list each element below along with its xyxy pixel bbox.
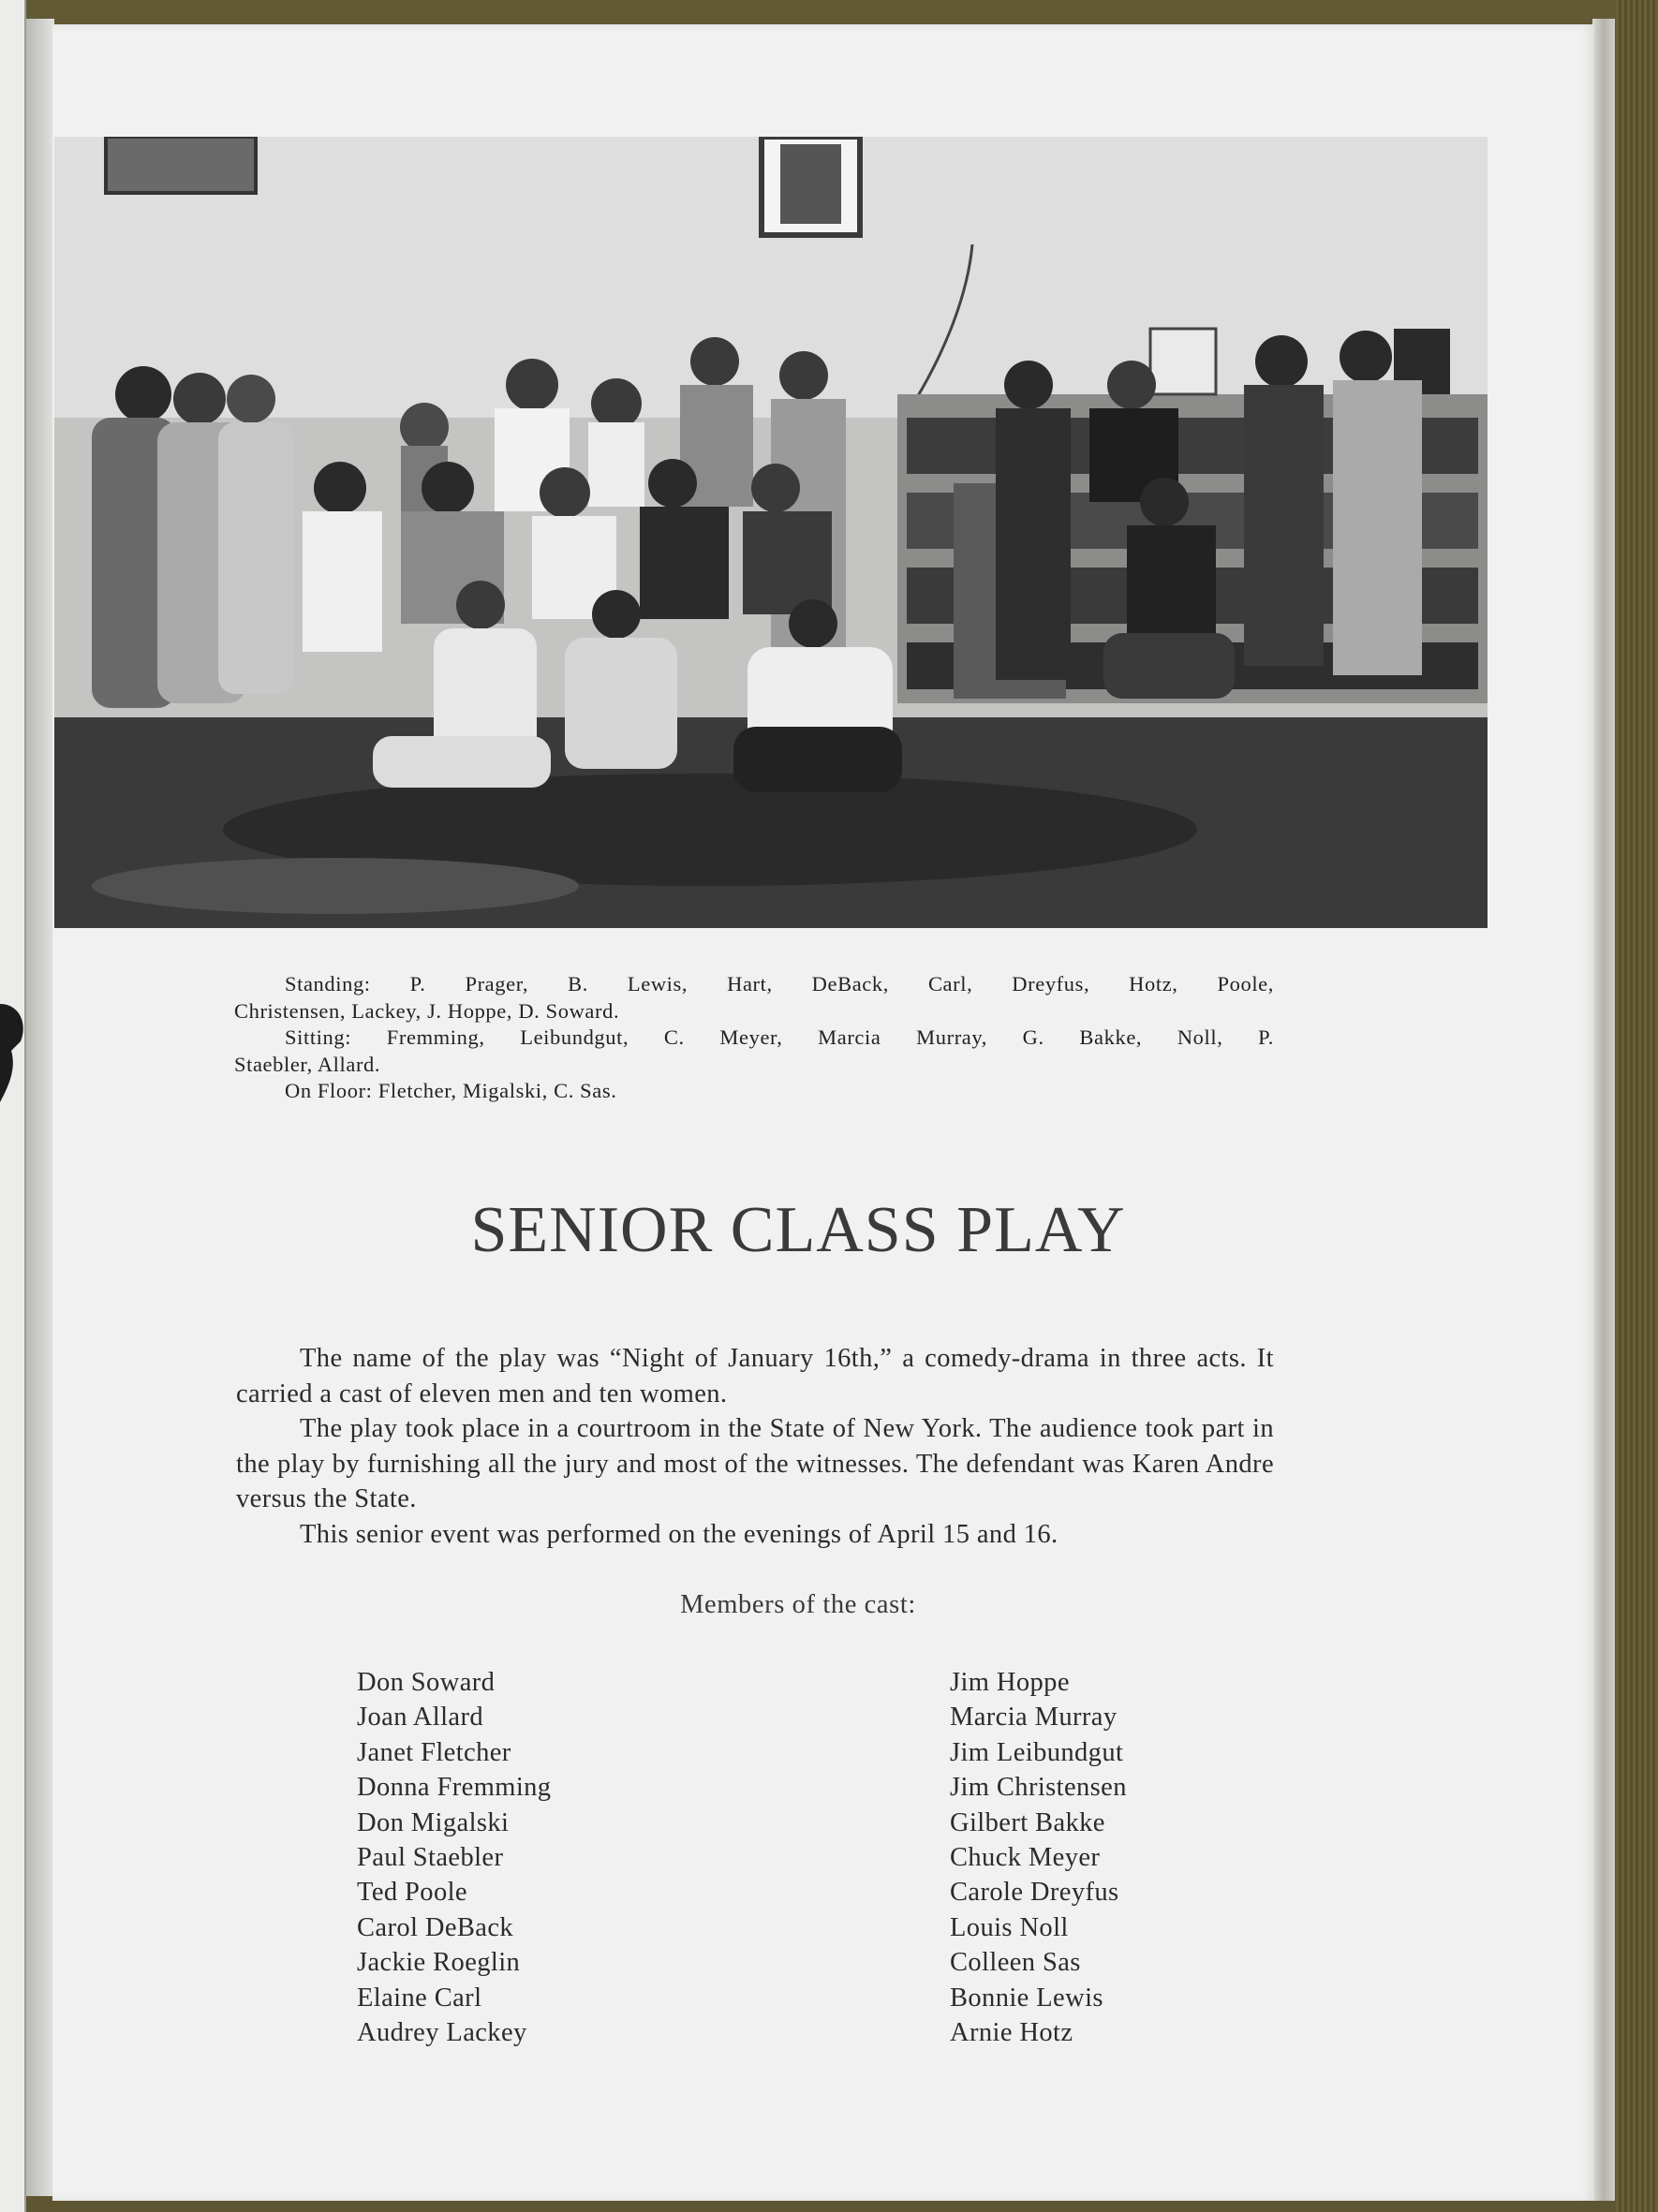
page-stack-edge [1592, 19, 1615, 2201]
class-photo [54, 137, 1488, 928]
cast-member: Colleen Sas [950, 1948, 1081, 1978]
caption-standing-names: P. Prager, B. Lewis, Hart, DeBack, Carl, Dreyfus, Hotz, Poole, [409, 972, 1274, 995]
description-paragraph-2: The play took place in a courtroom in the State of New York. The audience took part in the play by furnishing all the jury and most of the witnesses. The defendant was Karen Andre versus the State. [236, 1414, 1274, 1513]
cast-heading: Members of the cast: [680, 1590, 916, 1619]
caption-sitting-names: Fremming, Leibundgut, C. Meyer, Marcia Murray, G. Bakke, Noll, P. [386, 1025, 1274, 1049]
cast-member: Elaine Carl [357, 1983, 482, 2013]
caption-sitting-cont: Staebler, Allard. [234, 1052, 381, 1076]
cast-member: Chuck Meyer [950, 1843, 1101, 1873]
cast-member: Jackie Roeglin [357, 1948, 521, 1978]
cast-member: Janet Fletcher [357, 1737, 511, 1767]
caption-floor [234, 1078, 1274, 1105]
cast-member: Paul Staebler [357, 1843, 504, 1873]
photo-caption [234, 971, 1274, 1105]
cast-member: Jim Christensen [950, 1773, 1127, 1803]
cast-member: Don Soward [357, 1668, 496, 1697]
cast-member: Arnie Hotz [950, 2018, 1073, 2048]
description-paragraph-3: This senior event was performed on the evenings of April 15 and 16. [300, 1519, 1058, 1549]
cast-list-left [357, 1665, 551, 2050]
cast-member: Jim Leibundgut [950, 1737, 1124, 1767]
cast-member: Gilbert Bakke [950, 1807, 1105, 1837]
play-description [236, 1341, 1274, 1552]
page-gutter [26, 19, 54, 2196]
cast-member: Jim Hoppe [950, 1668, 1070, 1697]
cast-member: Ted Poole [357, 1878, 467, 1908]
yearbook-page [52, 24, 1594, 2201]
caption-standing-label: Standing: [285, 972, 371, 995]
caption-floor-label: On Floor: [285, 1079, 373, 1102]
caption-floor-names: Fletcher, Migalski, C. Sas. [377, 1079, 617, 1102]
caption-sitting [234, 1025, 1274, 1052]
cast-member: Joan Allard [357, 1703, 484, 1733]
facing-page-ornament [0, 995, 28, 1107]
caption-standing [234, 971, 1274, 998]
cast-member: Donna Fremming [357, 1773, 552, 1803]
cast-member: Marcia Murray [950, 1703, 1118, 1733]
description-paragraph-1: The name of the play was “Night of January 16th,” a comedy-drama in three acts. It carried a cast of eleven men and ten women. [236, 1344, 1274, 1408]
cast-member: Carole Dreyfus [950, 1878, 1119, 1908]
caption-sitting-label: Sitting: [285, 1025, 352, 1049]
page-title: SENIOR CLASS PLAY [470, 1194, 1126, 1266]
cast-list-right [950, 1665, 1127, 2050]
cast-member: Don Migalski [357, 1807, 510, 1837]
cast-member: Carol DeBack [357, 1912, 514, 1942]
caption-standing-cont: Christensen, Lackey, J. Hoppe, D. Soward. [234, 998, 620, 1023]
book-cover-right [1616, 0, 1658, 2212]
cast-member: Bonnie Lewis [950, 1983, 1103, 2013]
cast-member: Audrey Lackey [357, 2018, 527, 2048]
cast-member: Louis Noll [950, 1912, 1069, 1942]
